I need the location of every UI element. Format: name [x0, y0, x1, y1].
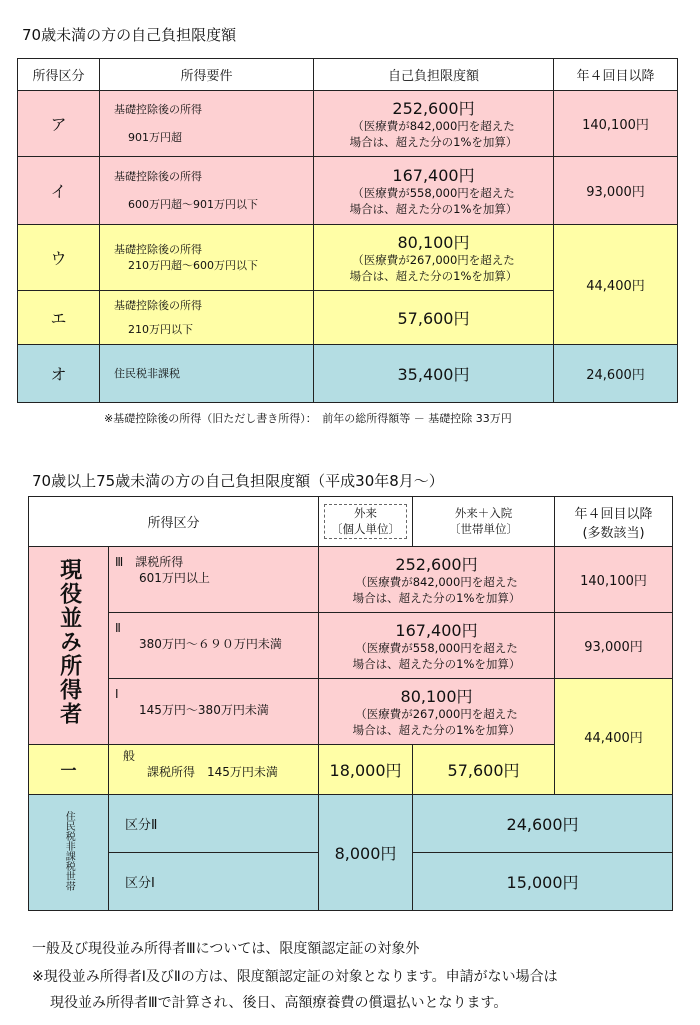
genek3-req: Ⅲ 課税所得 601万円以上 — [109, 547, 319, 613]
row-a-kubun: ア — [18, 91, 100, 157]
row-e-limit: 57,600円 — [314, 291, 554, 345]
footer-line3: 現役並み所得者Ⅲで計算され、後日、高額療養費の償還払いとなります。 — [50, 995, 508, 1011]
hikazei-gairai: 8,000円 — [319, 795, 413, 911]
row-i-kubun: イ — [18, 157, 100, 225]
row-o-fourth: 24,600円 — [554, 345, 678, 403]
genek3-limit: 252,600円 （医療費が842,000円を超えた 場合は、超えた分の1%を加算） — [319, 547, 555, 613]
row-o-kubun: オ — [18, 345, 100, 403]
table1-header-row — [18, 59, 678, 91]
table-row — [29, 795, 673, 853]
kubun2-label: 区分Ⅱ — [109, 795, 319, 853]
genek2-limit: 167,400円 （医療費が558,000円を超えた 場合は、超えた分の1%を加算） — [319, 613, 555, 679]
genek1-req: Ⅰ 145万円～380万円未満 — [109, 679, 319, 745]
ippan-label: 一 — [29, 745, 109, 795]
table-row — [29, 679, 673, 745]
row-u-kubun: ウ — [18, 225, 100, 291]
kubun1-label: 区分Ⅰ — [109, 853, 319, 911]
row-a-req: 基礎控除後の所得 901万円超 — [100, 91, 314, 157]
ippan-nyuin: 57,600円 — [413, 745, 555, 795]
table1-footnote: ※基礎控除後の所得（旧ただし書き所得）： 前年の総所得額等 － 基礎控除 33万円 — [104, 412, 512, 425]
row-a-fourth: 140,100円 — [554, 91, 678, 157]
footer-line1: 一般及び現役並み所得者Ⅲについては、限度額認定証の対象外 — [32, 941, 420, 957]
row-u-limit: 80,100円 （医療費が267,000円を超えた 場合は、超えた分の1%を加算） — [314, 225, 554, 291]
table-row — [18, 345, 678, 403]
genek2-fourth: 93,000円 — [555, 613, 673, 679]
row-i-limit: 167,400円 （医療費が558,000円を超えた 場合は、超えた分の1%を加算） — [314, 157, 554, 225]
genek-label: 現役並み所得者 — [29, 547, 109, 745]
header-fourth: 年４回目以降 — [554, 59, 678, 91]
table-row — [29, 547, 673, 613]
ippan-gairai: 18,000円 — [319, 745, 413, 795]
header-kubun: 所得区分 — [18, 59, 100, 91]
row-a-limit: 252,600円 （医療費が842,000円を超えた 場合は、超えた分の1%を加算） — [314, 91, 554, 157]
table2 — [28, 496, 673, 911]
kubun2-nyuin: 24,600円 — [413, 795, 673, 853]
table1-title: 70歳未満の方の自己負担限度額 — [22, 26, 237, 44]
kubun1-nyuin: 15,000円 — [413, 853, 673, 911]
t2-header-gairai: 外来 〔個人単位〕 — [319, 497, 413, 547]
row-o-limit: 35,400円 — [314, 345, 554, 403]
t2-header-kubun: 所得区分 — [29, 497, 319, 547]
table2-header-row — [29, 497, 673, 547]
header-limit: 自己負担限度額 — [314, 59, 554, 91]
row-i-req: 基礎控除後の所得 600万円超～901万円以下 — [100, 157, 314, 225]
genek2-req: Ⅱ 380万円～６９０万円未満 — [109, 613, 319, 679]
table-row — [29, 613, 673, 679]
row-i-fourth: 93,000円 — [554, 157, 678, 225]
table-row — [18, 225, 678, 291]
genek3-fourth: 140,100円 — [555, 547, 673, 613]
hikazei-label: 住民税非課税世帯 — [29, 795, 109, 911]
table-row — [18, 157, 678, 225]
row-e-kubun: エ — [18, 291, 100, 345]
table2-title: 70歳以上75歳未満の方の自己負担限度額（平成30年8月～） — [32, 472, 444, 490]
header-youken: 所得要件 — [100, 59, 314, 91]
t2-header-nyuin: 外来＋入院 〔世帯単位〕 — [413, 497, 555, 547]
table-row — [18, 91, 678, 157]
t2-header-fourth: 年４回目以降 (多数該当) — [555, 497, 673, 547]
row-u-req: 基礎控除後の所得 210万円超～600万円以下 — [100, 225, 314, 291]
row-o-req: 住民税非課税 — [100, 345, 314, 403]
ippan-req: 般 課税所得 145万円未満 — [109, 745, 319, 795]
genek1-limit: 80,100円 （医療費が267,000円を超えた 場合は、超えた分の1%を加算） — [319, 679, 555, 745]
row-ue-fourth: 44,400円 — [554, 225, 678, 345]
genek1-ippan-fourth: 44,400円 — [555, 679, 673, 795]
table1 — [17, 58, 678, 403]
row-e-req: 基礎控除後の所得 210万円以下 — [100, 291, 314, 345]
footer-line2: ※現役並み所得者Ⅰ及びⅡの方は、限度額認定証の対象となります。申請がない場合は — [32, 969, 558, 985]
